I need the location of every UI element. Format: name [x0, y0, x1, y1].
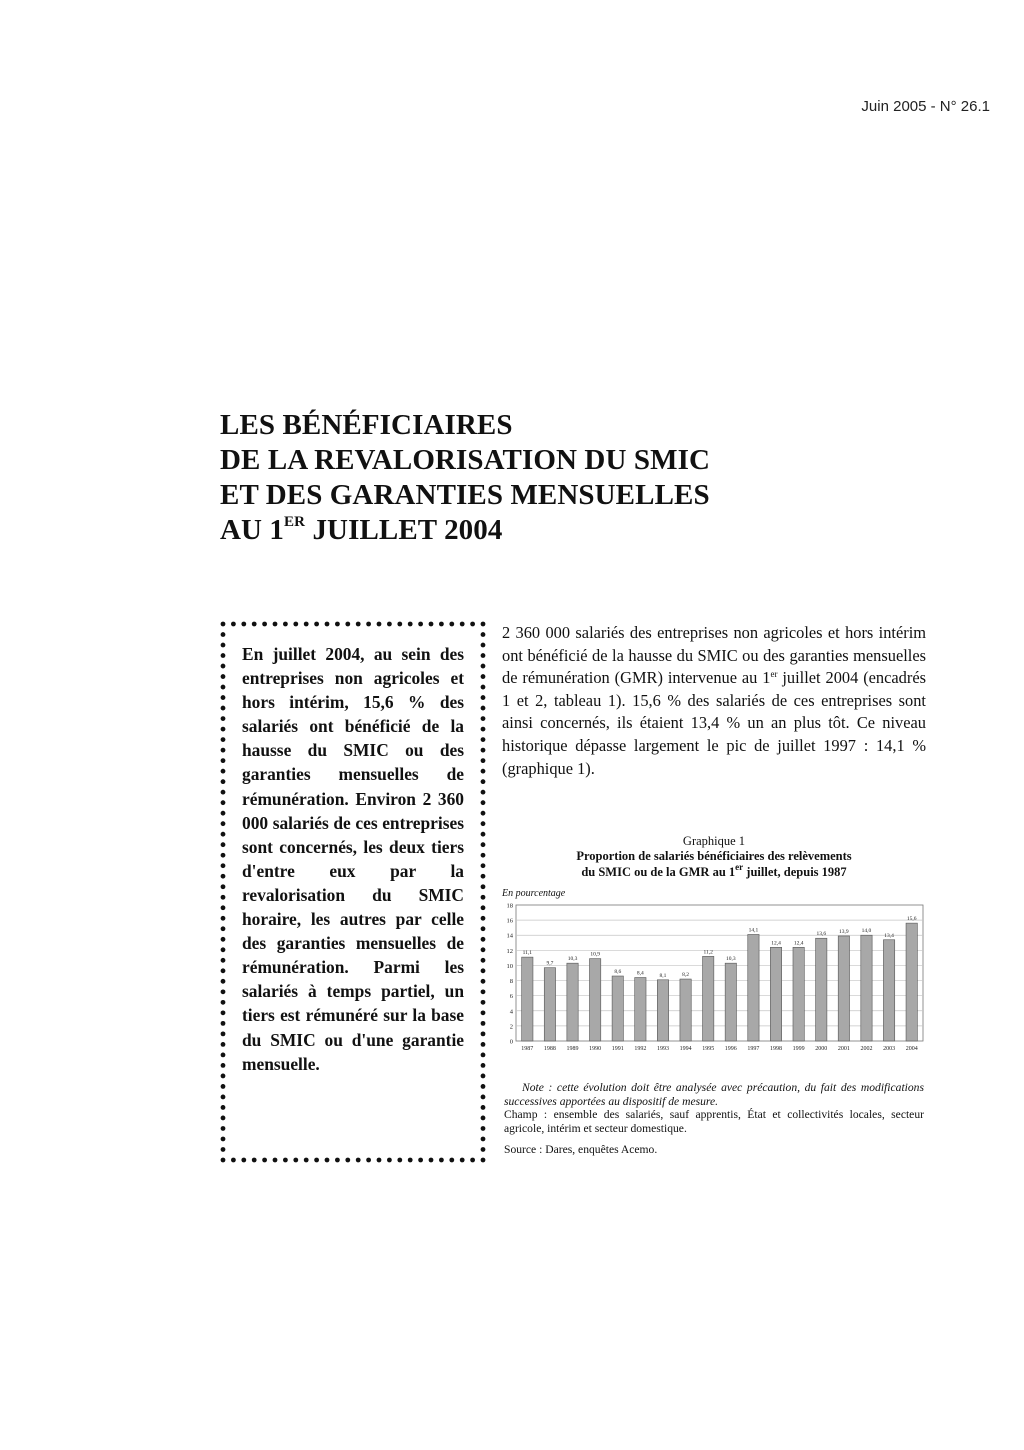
border-dot: [481, 842, 486, 847]
bar-value-label: 9,7: [546, 960, 554, 967]
issue-reference: Juin 2005 - N° 26.1: [861, 98, 990, 115]
border-dot: [221, 779, 226, 784]
border-dot: [221, 1021, 226, 1026]
border-dot: [221, 1000, 226, 1005]
border-dot: [481, 916, 486, 921]
border-dot: [283, 1158, 288, 1163]
bar: [793, 947, 804, 1041]
source-text: Source : Dares, enquêtes Acemo.: [504, 1143, 658, 1157]
border-dot: [481, 863, 486, 868]
border-dot: [221, 937, 226, 942]
bar-value-label: 11,2: [703, 949, 713, 956]
x-tick-label: 2000: [815, 1046, 828, 1052]
border-dot: [481, 790, 486, 795]
border-dot: [221, 832, 226, 837]
border-dot: [481, 1042, 486, 1047]
border-dot: [481, 884, 486, 889]
y-tick-label: 16: [506, 917, 513, 925]
border-dot: [481, 716, 486, 721]
y-tick-label: 14: [506, 932, 513, 940]
chart-label: Graphique 1: [682, 834, 746, 848]
chart-notes: [504, 1081, 924, 1157]
border-dot: [345, 1158, 350, 1163]
border-dot: [481, 622, 486, 627]
x-tick-label: 1993: [656, 1046, 669, 1052]
border-dot: [325, 622, 330, 627]
border-dot: [221, 884, 226, 889]
bar-value-label: 8,2: [682, 972, 690, 979]
border-dot: [481, 968, 486, 973]
bar: [635, 978, 646, 1041]
bar-value-label: 10,3: [567, 956, 578, 963]
border-dot: [221, 1137, 226, 1142]
border-dot: [481, 758, 486, 763]
border-dot: [221, 1010, 226, 1015]
border-dot: [221, 1158, 226, 1163]
bar-chart: [500, 901, 928, 1073]
x-tick-label: 1988: [543, 1046, 556, 1052]
y-tick-label: 6: [509, 993, 513, 1001]
border-dot: [273, 622, 278, 627]
border-dot: [481, 1137, 486, 1142]
bar-value-label: 12,4: [771, 940, 781, 947]
summary-box: [219, 620, 487, 1164]
border-dot: [481, 1010, 486, 1015]
y-tick-label: 8: [509, 978, 513, 986]
x-tick-label: 2001: [837, 1046, 850, 1052]
border-dot: [429, 1158, 434, 1163]
border-dot: [221, 769, 226, 774]
x-tick-label: 1987: [521, 1046, 534, 1052]
border-dot: [221, 1095, 226, 1100]
chart-block: [500, 833, 928, 1052]
border-dot: [481, 821, 486, 826]
border-dot: [221, 1042, 226, 1047]
bar: [703, 956, 714, 1041]
border-dot: [481, 832, 486, 837]
bar: [725, 963, 736, 1041]
border-dot: [221, 1074, 226, 1079]
x-tick-label: 1992: [634, 1046, 647, 1052]
border-dot: [304, 1158, 309, 1163]
bar: [748, 934, 759, 1041]
border-dot: [481, 737, 486, 742]
border-dot: [221, 758, 226, 763]
border-dot: [221, 622, 226, 627]
border-dot: [481, 653, 486, 658]
border-dot: [252, 1158, 257, 1163]
border-dot: [293, 1158, 298, 1163]
border-dot: [481, 1000, 486, 1005]
border-dot: [221, 958, 226, 963]
border-dot: [481, 748, 486, 753]
border-dot: [377, 1158, 382, 1163]
page-title: [220, 408, 840, 548]
border-dot: [221, 947, 226, 952]
title-line-4-sup: ER: [284, 514, 306, 530]
border-dot: [221, 664, 226, 669]
border-dot: [481, 1063, 486, 1068]
x-tick-label: 2003: [883, 1046, 896, 1052]
border-dot: [460, 1158, 465, 1163]
y-tick-label: 0: [509, 1038, 513, 1046]
border-dot: [377, 622, 382, 627]
border-dot: [262, 622, 267, 627]
border-dot: [481, 1158, 486, 1163]
border-dot: [397, 1158, 402, 1163]
intro-sup: er: [770, 669, 778, 680]
bar-value-label: 14,1: [748, 927, 759, 934]
border-dot: [221, 1116, 226, 1121]
chart-title-line-1: Proportion de salariés bénéficiaires des relèvements: [576, 849, 852, 863]
border-dot: [481, 1053, 486, 1058]
x-tick-label: 2002: [860, 1046, 873, 1052]
border-dot: [449, 1158, 454, 1163]
bar: [589, 959, 600, 1041]
bar: [838, 936, 849, 1041]
bar-value-label: 13,4: [884, 932, 894, 939]
border-dot: [439, 1158, 444, 1163]
border-dot: [481, 1074, 486, 1079]
border-dot: [252, 622, 257, 627]
bar-value-label: 13,6: [816, 931, 827, 938]
chart-title-sup: er: [735, 861, 744, 872]
border-dot: [221, 1063, 226, 1068]
border-dot: [418, 622, 423, 627]
border-dot: [221, 926, 226, 931]
border-dot: [481, 685, 486, 690]
border-dot: [221, 905, 226, 910]
border-dot: [273, 1158, 278, 1163]
bar-value-label: 8,6: [614, 969, 622, 976]
border-dot: [345, 622, 350, 627]
border-dot: [221, 916, 226, 921]
chart-title: [500, 849, 928, 880]
border-dot: [460, 622, 465, 627]
champ-text: Champ : ensemble des salariés, sauf apprentis, État et collectivités locales, secteur agricole, intérim et secteur domestique.: [504, 1108, 924, 1135]
border-dot: [221, 706, 226, 711]
border-dot: [221, 716, 226, 721]
bar-value-label: 15,6: [906, 916, 917, 923]
border-dot: [241, 1158, 246, 1163]
intro-part-1: 2 360 000 salariés des entreprises non agricoles et hors intérim ont bénéficié de la hausse du SMIC ou des garanties mensuelles de rémunération (GMR) intervenue au 1: [502, 623, 926, 688]
border-dot: [221, 790, 226, 795]
x-tick-label: 1990: [589, 1046, 602, 1052]
y-tick-label: 2: [509, 1023, 513, 1031]
x-tick-label: 1999: [792, 1046, 805, 1052]
border-dot: [481, 1021, 486, 1026]
border-dot: [429, 622, 434, 627]
bar: [770, 947, 781, 1041]
border-dot: [366, 1158, 371, 1163]
border-dot: [481, 779, 486, 784]
border-dot: [314, 622, 319, 627]
border-dot: [221, 748, 226, 753]
bar: [544, 968, 555, 1041]
border-dot: [481, 895, 486, 900]
border-dot: [481, 706, 486, 711]
border-dot: [221, 811, 226, 816]
border-dot: [231, 622, 236, 627]
border-dot: [221, 1126, 226, 1131]
title-line-3: ET DES GARANTIES MENSUELLES: [220, 479, 710, 511]
border-dot: [356, 622, 361, 627]
border-dot: [481, 874, 486, 879]
border-dot: [481, 989, 486, 994]
bar: [861, 935, 872, 1041]
bar-value-label: 12,4: [793, 940, 804, 947]
x-tick-label: 2004: [905, 1046, 918, 1052]
border-dot: [335, 1158, 340, 1163]
border-dot: [221, 989, 226, 994]
bar: [816, 938, 827, 1041]
border-dot: [470, 622, 475, 627]
border-dot: [481, 937, 486, 942]
bar-value-label: 10,3: [725, 956, 736, 963]
border-dot: [283, 622, 288, 627]
title-line-4: [220, 513, 840, 548]
border-dot: [481, 905, 486, 910]
border-dot: [366, 622, 371, 627]
border-dot: [221, 853, 226, 858]
border-dot: [387, 622, 392, 627]
border-dot: [221, 800, 226, 805]
border-dot: [221, 874, 226, 879]
title-line-1: LES BÉNÉFICIAIRES: [220, 409, 513, 441]
border-dot: [481, 632, 486, 637]
x-tick-label: 1998: [770, 1046, 783, 1052]
border-dot: [221, 1105, 226, 1110]
bar-value-label: 8,4: [636, 970, 644, 977]
border-dot: [481, 664, 486, 669]
border-dot: [221, 674, 226, 679]
border-dot: [356, 1158, 361, 1163]
border-dot: [221, 821, 226, 826]
y-tick-label: 10: [506, 962, 513, 970]
bar-value-label: 8,1: [659, 972, 667, 979]
border-dot: [481, 1116, 486, 1121]
border-dot: [221, 695, 226, 700]
title-line-2: DE LA REVALORISATION DU SMIC: [220, 444, 710, 476]
bar: [906, 923, 917, 1041]
border-dot: [481, 674, 486, 679]
border-dot: [481, 1095, 486, 1100]
bar: [612, 976, 623, 1041]
border-dot: [221, 1147, 226, 1152]
title-line-4-pre: AU 1: [220, 514, 285, 546]
border-dot: [481, 958, 486, 963]
border-dot: [481, 947, 486, 952]
border-dot: [335, 622, 340, 627]
title-line-4-post: JUILLET 2004: [305, 514, 503, 546]
intro-part-2: juillet 2004 (encadrés 1 et 2, tableau 1). 15,6 % des salariés de ces entreprises sont ainsi concernés, ils étaient 13,4 % un an plus tôt. Ce niveau historique dépasse largement le pic de juillet 1997 : 14,1 % (graphique 1).: [502, 668, 926, 778]
border-dot: [481, 727, 486, 732]
border-dot: [481, 769, 486, 774]
bar-value-label: 14,0: [861, 928, 872, 935]
chart-title-line-2-pre: du SMIC ou de la GMR au 1: [581, 864, 736, 879]
bar-value-label: 10,9: [590, 951, 600, 958]
bar: [522, 957, 533, 1041]
border-dot: [481, 695, 486, 700]
border-dot: [481, 811, 486, 816]
border-dot: [241, 622, 246, 627]
border-dot: [387, 1158, 392, 1163]
border-dot: [221, 643, 226, 648]
border-dot: [418, 1158, 423, 1163]
x-tick-label: 1995: [702, 1046, 715, 1052]
border-dot: [481, 800, 486, 805]
border-dot: [293, 622, 298, 627]
border-dot: [221, 863, 226, 868]
border-dot: [470, 1158, 475, 1163]
bar: [883, 940, 894, 1041]
intro-paragraph: [502, 622, 926, 780]
border-dot: [221, 1084, 226, 1089]
border-dot: [221, 1031, 226, 1036]
bar: [657, 980, 668, 1041]
border-dot: [221, 968, 226, 973]
border-dot: [408, 1158, 413, 1163]
y-tick-label: 18: [506, 902, 513, 910]
chart-title-line-2-post: juillet, depuis 1987: [743, 864, 847, 879]
border-dot: [397, 622, 402, 627]
border-dot: [221, 632, 226, 637]
x-tick-label: 1997: [747, 1046, 760, 1052]
bar: [680, 979, 691, 1041]
border-dot: [221, 895, 226, 900]
border-dot: [314, 1158, 319, 1163]
x-tick-label: 1994: [679, 1046, 692, 1052]
bar: [567, 963, 578, 1041]
x-tick-label: 1996: [724, 1046, 737, 1052]
border-dot: [221, 685, 226, 690]
border-dot: [221, 1053, 226, 1058]
border-dot: [481, 1105, 486, 1110]
border-dot: [304, 622, 309, 627]
border-dot: [481, 1084, 486, 1089]
border-dot: [221, 979, 226, 984]
border-dot: [221, 842, 226, 847]
border-dot: [221, 737, 226, 742]
border-dot: [221, 727, 226, 732]
x-tick-label: 1989: [566, 1046, 579, 1052]
border-dot: [262, 1158, 267, 1163]
border-dot: [481, 1031, 486, 1036]
border-dot: [231, 1158, 236, 1163]
border-dot: [408, 622, 413, 627]
border-dot: [221, 653, 226, 658]
border-dot: [481, 1126, 486, 1131]
border-dot: [481, 926, 486, 931]
chart-unit: En pourcentage: [502, 888, 566, 899]
border-dot: [481, 853, 486, 858]
bar-value-label: 11,1: [522, 950, 533, 957]
y-tick-label: 4: [509, 1008, 513, 1016]
border-dot: [481, 979, 486, 984]
border-dot: [481, 643, 486, 648]
summary-text: En juillet 2004, au sein des entreprises non agricoles et hors intérim, 15,6 % des salariés ont bénéficié de la hausse du SMIC ou des garanties mensuelles de rémunération. Environ 2 360 000 salariés de ces entreprises sont concernés, les deux tiers d'entre eux par la revalorisation du SMIC horaire, les autres par celle des garanties mensuelles de rémunération. Parmi les salariés à temps partiel, un tiers est rémunéré sur la base du SMIC ou d'une garantie mensuelle.: [242, 644, 464, 1074]
border-dot: [449, 622, 454, 627]
note-text: Note : cette évolution doit être analysée avec précaution, du fait des modifications successives apportées au dispositif de mesure.: [504, 1081, 924, 1108]
border-dot: [481, 1147, 486, 1152]
y-tick-label: 12: [506, 947, 513, 955]
x-tick-label: 1991: [611, 1046, 624, 1052]
bar-value-label: 13,9: [839, 928, 849, 935]
border-dot: [325, 1158, 330, 1163]
border-dot: [439, 622, 444, 627]
